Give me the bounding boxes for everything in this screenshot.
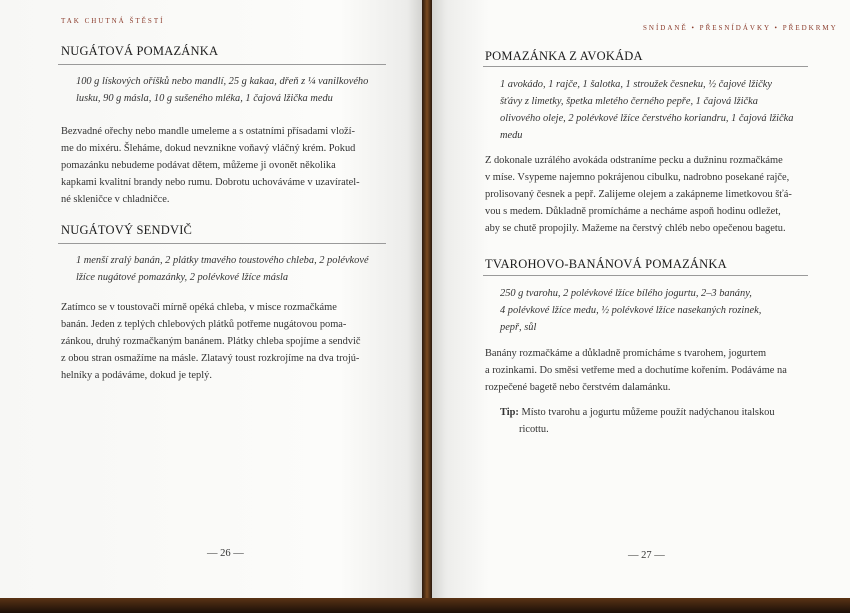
ingredients-line: 4 polévkové lžíce medu, ½ polévkové lžíce nasekaných rozinek, — [500, 305, 762, 316]
instructions-line: rozpečené bagetě nebo čerstvém dalamánku. — [485, 382, 671, 393]
instructions-line: banán. Jeden z teplých chlebových plátků potřeme nugátovou poma- — [61, 319, 347, 330]
recipe-title: POMAZÁNKA Z AVOKÁDA — [485, 49, 643, 63]
ingredients-line: 100 g lískových oříšků nebo mandlí, 25 g kakaa, dřeň z ¼ vanilkového — [76, 76, 369, 87]
book-gutter — [422, 0, 432, 613]
instructions-line: né skleničce v chladničce. — [61, 194, 170, 205]
tip-line — [500, 404, 775, 421]
instructions-line: zánkou, druhý rozmačkaným banánem. Plátky chleba spojíme a sendvič — [61, 336, 361, 347]
instructions-line: a rozinkami. Do směsi vetřeme med a dochutíme kořením. Podáváme na — [485, 365, 787, 376]
ingredients-line: šťávy z limetky, špetka mletého černého pepře, 1 čajová lžička — [500, 96, 758, 107]
ingredients-line: lžíce nugátové pomazánky, 2 polévkové lžíce másla — [76, 272, 289, 283]
ingredients — [76, 252, 369, 286]
ingredients-line: 1 menší zralý banán, 2 plátky tmavého toustového chleba, 2 polévkové — [76, 255, 369, 266]
instructions-line: me do mixéru. Šleháme, dokud nevznikne voňavý vláčný krém. Pokud — [61, 143, 356, 154]
ingredients-line: pepř, sůl — [500, 322, 537, 333]
instructions — [61, 299, 361, 384]
right-page — [430, 0, 850, 601]
recipe-title: TVAROHOVO-BANÁNOVÁ POMAZÁNKA — [485, 257, 727, 271]
ingredients — [500, 76, 793, 144]
tip-line: ricottu. — [519, 424, 549, 435]
instructions-line: Bezvadné ořechy nebo mandle umeleme a s ostatními přísadami vloží- — [61, 126, 356, 137]
ingredients — [500, 285, 761, 336]
instructions-line: pomazánku nebudeme podávat dětem, můžeme ji ovonět několika — [61, 160, 336, 171]
recipe-title: NUGÁTOVÁ POMAZÁNKA — [61, 44, 219, 58]
tip — [500, 404, 775, 438]
page-number: — 27 — — [628, 550, 665, 561]
tip-text: Místo tvarohu a jogurtu můžeme použít nadýchanou italskou — [521, 407, 775, 418]
instructions — [61, 123, 360, 208]
running-header: TAK CHUTNÁ ŠTĚSTÍ — [61, 17, 165, 25]
page-number: — 26 — — [207, 548, 244, 559]
instructions-line: aby se chutě propojily. Mažeme na čerstvý chléb nebo opečenou bagetu. — [485, 223, 786, 234]
instructions-line: helníky a podáváme, dokud je teplý. — [61, 370, 212, 381]
running-header: SNÍDANĚ • PŘESNÍDÁVKY • PŘEDKRMY — [643, 24, 838, 32]
title-rule — [58, 64, 386, 65]
instructions-line: Banány rozmačkáme a důkladně promícháme s tvarohem, jogurtem — [485, 348, 767, 359]
instructions-line: vou s medem. Důkladně promícháme a necháme aspoň hodinu odležet, — [485, 206, 781, 217]
title-rule — [58, 243, 386, 244]
instructions-line: z obou stran osmažíme na másle. Zlatavý toust rozkrojíme na dva trojú- — [61, 353, 360, 364]
tip-label: Tip: — [500, 407, 519, 418]
book-bottom-edge — [0, 598, 850, 613]
title-rule — [483, 275, 808, 276]
ingredients-line: 1 avokádo, 1 rajče, 1 šalotka, 1 stroužek česneku, ½ čajové lžičky — [500, 79, 772, 90]
instructions — [485, 152, 792, 237]
title-rule — [483, 66, 808, 67]
instructions-line: Zatímco se v toustovači mírně opéká chleba, v misce rozmačkáme — [61, 302, 337, 313]
ingredients-line: 250 g tvarohu, 2 polévkové lžíce bílého jogurtu, 2–3 banány, — [500, 288, 752, 299]
ingredients-line: lusku, 90 g másla, 10 g sušeného mléka, 1 čajová lžička medu — [76, 93, 333, 104]
left-page — [0, 0, 424, 603]
ingredients-line: medu — [500, 130, 523, 141]
instructions — [485, 345, 787, 396]
ingredients — [76, 73, 368, 107]
instructions-line: Z dokonale uzrálého avokáda odstraníme pecku a dužninu rozmačkáme — [485, 155, 783, 166]
ingredients-line: olivového oleje, 2 polévkové lžíce čerstvého koriandru, 1 čajová lžička — [500, 113, 794, 124]
instructions-line: v míse. Vsypeme najemno pokrájenou cibulku, nadrobno posekané rajče, — [485, 172, 790, 183]
instructions-line: kapkami kvalitní brandy nebo rumu. Dobrotu uchováváme v uzavíratel- — [61, 177, 360, 188]
instructions-line: prolisovaný česnek a pepř. Zalijeme olejem a zakápneme limetkovou šťá- — [485, 189, 792, 200]
recipe-title: NUGÁTOVÝ SENDVIČ — [61, 223, 193, 237]
